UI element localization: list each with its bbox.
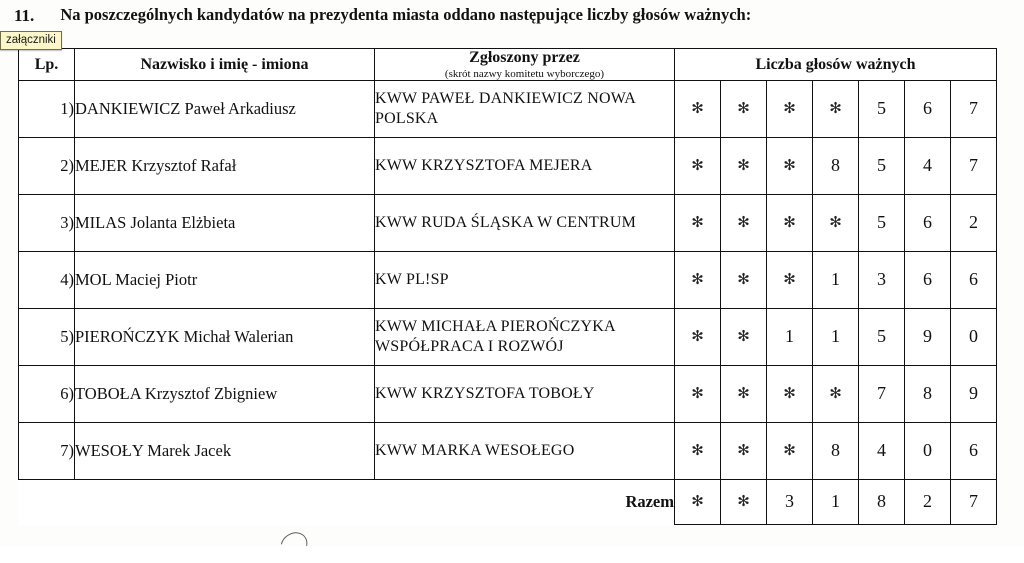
total-label: Razem [375,479,675,524]
table-row [19,80,997,137]
row-candidate-name: MILAS Jolanta Elżbieta [75,194,375,251]
row-digit: ✻ [675,365,721,422]
row-digit: ✻ [721,422,767,479]
row-digit: ✻ [675,308,721,365]
total-spacer [75,479,375,524]
row-candidate-name: WESOŁY Marek Jacek [75,422,375,479]
total-spacer [19,479,75,524]
row-digit: ✻ [767,365,813,422]
row-digit: 2 [951,194,997,251]
row-digit: 5 [859,308,905,365]
row-digit: 7 [951,137,997,194]
votes-table [18,48,997,525]
row-digit: 5 [859,80,905,137]
row-digit: ✻ [813,365,859,422]
row-digit: ✻ [675,80,721,137]
row-committee: KWW MICHAŁA PIEROŃCZYKA WSPÓŁPRACA I ROZWÓJ [375,308,675,365]
row-digit: 0 [951,308,997,365]
row-lp: 3) [19,194,75,251]
row-digit: 9 [951,365,997,422]
row-digit: 5 [859,194,905,251]
row-committee: KWW RUDA ŚLĄSKA W CENTRUM [375,194,675,251]
row-committee: KW PL!SP [375,251,675,308]
row-digit: 0 [905,422,951,479]
table-row [19,308,997,365]
row-digit: ✻ [721,308,767,365]
total-digit: 2 [905,479,951,524]
row-lp: 5) [19,308,75,365]
row-candidate-name: MOL Maciej Piotr [75,251,375,308]
row-digit: ✻ [721,80,767,137]
row-digit: ✻ [767,80,813,137]
row-candidate-name: DANKIEWICZ Paweł Arkadiusz [75,80,375,137]
row-digit: 6 [905,80,951,137]
row-digit: 8 [813,422,859,479]
header-name: Nazwisko i imię - imiona [75,49,375,81]
row-digit: 7 [859,365,905,422]
header-lp: Lp. [19,49,75,81]
row-digit: 1 [813,308,859,365]
row-digit: 6 [905,194,951,251]
table-header-row [19,49,997,81]
row-digit: 8 [905,365,951,422]
table-row [19,365,997,422]
row-digit: 8 [813,137,859,194]
row-digit: 3 [859,251,905,308]
row-candidate-name: TOBOŁA Krzysztof Zbigniew [75,365,375,422]
header-committee-sub: (skrót nazwy komitetu wyborczego) [444,67,605,80]
total-row [19,479,997,524]
row-digit: ✻ [675,251,721,308]
heading-text: Na poszczególnych kandydatów na prezydenta miasta oddano następujące liczby głosów ważnych: [60,5,752,24]
row-digit: 4 [905,137,951,194]
row-digit: ✻ [767,251,813,308]
header-committee [375,49,675,81]
row-lp: 6) [19,365,75,422]
row-digit: ✻ [767,137,813,194]
row-digit: ✻ [813,80,859,137]
row-candidate-name: PIEROŃCZYK Michał Walerian [75,308,375,365]
row-lp: 1) [19,80,75,137]
attachments-sticky-note[interactable] [0,31,62,50]
total-digit: 7 [951,479,997,524]
row-digit: ✻ [675,422,721,479]
row-digit: 5 [859,137,905,194]
row-lp: 4) [19,251,75,308]
heading [14,6,1014,26]
row-digit: 6 [951,422,997,479]
row-digit: ✻ [721,137,767,194]
row-digit: 1 [813,251,859,308]
header-votes: Liczba głosów ważnych [675,49,997,81]
total-digit: ✻ [721,479,767,524]
row-committee: KWW KRZYSZTOFA TOBOŁY [375,365,675,422]
row-digit: ✻ [721,365,767,422]
row-candidate-name: MEJER Krzysztof Rafał [75,137,375,194]
row-digit: ✻ [721,194,767,251]
table-body [19,80,997,524]
row-committee: KWW MARKA WESOŁEGO [375,422,675,479]
table-row [19,251,997,308]
row-lp: 2) [19,137,75,194]
row-committee: KWW KRZYSZTOFA MEJERA [375,137,675,194]
table-row [19,137,997,194]
row-digit: ✻ [675,194,721,251]
row-digit: 6 [905,251,951,308]
header-committee-main: Zgłoszony przez [469,49,580,66]
row-digit: 9 [905,308,951,365]
table-row [19,194,997,251]
row-digit: 6 [951,251,997,308]
row-digit: 1 [767,308,813,365]
total-digit: 3 [767,479,813,524]
total-digit: ✻ [675,479,721,524]
row-digit: ✻ [813,194,859,251]
table-row [19,422,997,479]
row-digit: ✻ [721,251,767,308]
sticky-note-label: załączniki [6,34,56,46]
row-digit: 4 [859,422,905,479]
row-committee: KWW PAWEŁ DANKIEWICZ NOWA POLSKA [375,80,675,137]
total-digit: 1 [813,479,859,524]
total-digit: 8 [859,479,905,524]
scan-artifact-arc [276,527,313,563]
row-digit: ✻ [675,137,721,194]
row-digit: 7 [951,80,997,137]
row-lp: 7) [19,422,75,479]
heading-number: 11. [14,6,35,25]
row-digit: ✻ [767,422,813,479]
row-digit: ✻ [767,194,813,251]
